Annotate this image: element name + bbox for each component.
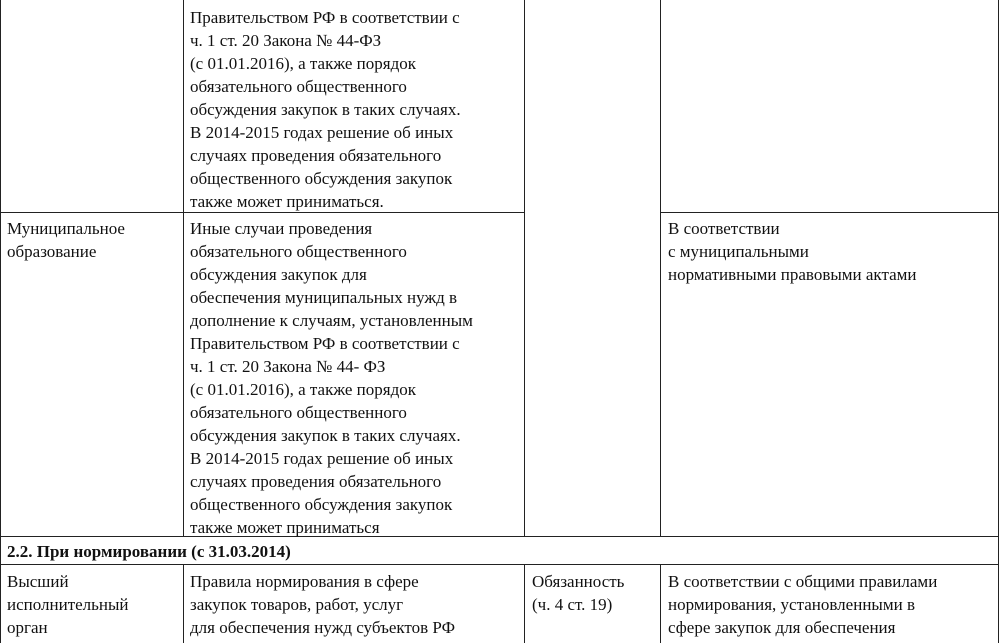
text-line: обязательного общественного (190, 403, 407, 422)
municipal-row-procedure (668, 217, 917, 286)
row-divider-top-right (660, 212, 999, 213)
text-line: обсуждения закупок для (190, 265, 367, 284)
column-divider-2 (524, 0, 525, 536)
text-line: также может приниматься (190, 518, 380, 537)
text-line: (ч. 4 ст. 19) (532, 595, 613, 614)
text-line: сфере закупок для обеспечения (668, 618, 896, 637)
column-divider-1-bottom (183, 565, 184, 643)
text-line: (с 01.01.2016), а также порядок (190, 380, 416, 399)
text-line: случаях проведения обязательного (190, 472, 442, 491)
text-line: Муниципальное (7, 219, 125, 238)
text-line: для обеспечения нужд субъектов РФ (190, 618, 456, 637)
text-line: с муниципальными (668, 242, 809, 261)
text-line: нормативными правовыми актами (668, 265, 917, 284)
text-line: В соответствии (668, 219, 780, 238)
table-border-left (0, 0, 1, 643)
text-line: (с 01.01.2016), а также порядок (190, 54, 416, 73)
text-line: обеспечения муниципальных нужд в (190, 288, 458, 307)
text-line: ч. 1 ст. 20 Закона № 44- ФЗ (190, 357, 386, 376)
text-line: ч. 1 ст. 20 Закона № 44-ФЗ (190, 31, 382, 50)
text-line: Иные случаи проведения (190, 219, 373, 238)
text-line: орган (7, 618, 48, 637)
executive-row-description (190, 570, 455, 639)
executive-row-subject (7, 570, 129, 639)
text-line: обсуждения закупок в таких случаях. (190, 100, 461, 119)
text-line: случаях проведения обязательного (190, 146, 442, 165)
text-line: дополнение к случаям, установленным (190, 311, 473, 330)
column-divider-2-bottom (524, 565, 525, 643)
top-row-col2-text (190, 6, 461, 213)
column-divider-3-bottom (660, 565, 661, 643)
section-heading (7, 540, 291, 563)
text-line: Высший (7, 572, 69, 591)
text-line: Обязанность (532, 572, 625, 591)
row-divider-heading-top (0, 536, 999, 537)
text-line: В соответствии с общими правилами (668, 572, 938, 591)
text-line: обсуждения закупок в таких случаях. (190, 426, 461, 445)
text-line: также может приниматься. (190, 192, 384, 211)
table-border-right (998, 0, 999, 643)
text-line: Правительством РФ в соответствии с (190, 334, 460, 353)
executive-row-obligation (532, 570, 624, 616)
text-line: Правила нормирования в сфере (190, 572, 419, 591)
column-divider-1 (183, 0, 184, 536)
text-line: обязательного общественного (190, 77, 407, 96)
text-line: закупок товаров, работ, услуг (190, 595, 404, 614)
executive-row-procedure (668, 570, 937, 639)
text-line: общественного обсуждения закупок (190, 495, 453, 514)
text-line: исполнительный (7, 595, 129, 614)
text-line: В 2014-2015 годах решение об иных (190, 449, 454, 468)
municipal-row-subject (7, 217, 125, 263)
section-heading-text: 2.2. При нормировании (с 31.03.2014) (7, 542, 291, 561)
column-divider-3 (660, 0, 661, 536)
municipal-row-description (190, 217, 473, 539)
text-line: нормирования, установленными в (668, 595, 915, 614)
text-line: образование (7, 242, 97, 261)
text-line: обязательного общественного (190, 242, 407, 261)
text-line: общественного обсуждения закупок (190, 169, 453, 188)
text-line: В 2014-2015 годах решение об иных (190, 123, 454, 142)
row-divider-heading-bottom (0, 564, 999, 565)
text-line: Правительством РФ в соответствии с (190, 8, 460, 27)
